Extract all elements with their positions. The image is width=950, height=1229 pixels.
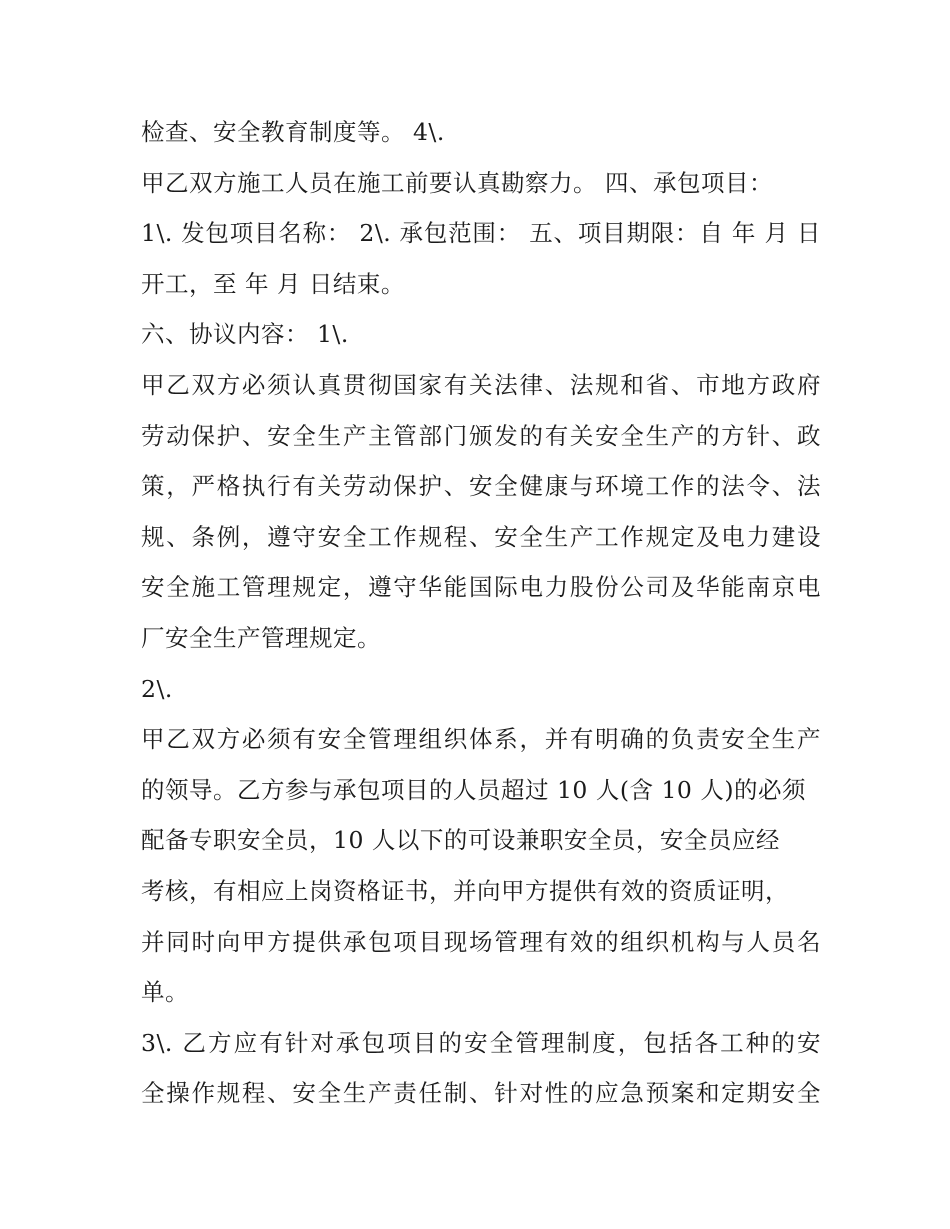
text-line: 规、条例，遵守安全工作规程、安全生产工作规定及电力建设 bbox=[141, 522, 821, 551]
text-line: 3\. 乙方应有针对承包项目的安全管理制度，包括各工种的安 bbox=[141, 1028, 821, 1057]
text-line: 1\. 发包项目名称： 2\. 承包范围： 五、项目期限：自 年 月 日 bbox=[141, 219, 821, 248]
text-line: 甲乙双方必须有安全管理组织体系，并有明确的负责安全生产 bbox=[141, 725, 821, 754]
text-line: 策，严格执行有关劳动保护、安全健康与环境工作的法令、法 bbox=[141, 472, 821, 501]
text-line: 检查、安全教育制度等。 4\. bbox=[141, 118, 445, 146]
text-line: 甲乙双方施工人员在施工前要认真勘察力。 四、承包项目： bbox=[141, 168, 773, 197]
text-line: 单。 bbox=[141, 978, 189, 1007]
text-line: 开工，至 年 月 日结束。 bbox=[141, 269, 405, 298]
text-line: 并同时向甲方提供承包项目现场管理有效的组织机构与人员名 bbox=[141, 927, 821, 956]
text-line: 考核，有相应上岗资格证书，并向甲方提供有效的资质证明， bbox=[141, 876, 789, 905]
text-line: 厂安全生产管理规定。 bbox=[141, 623, 381, 652]
text-line: 2\. bbox=[141, 674, 173, 703]
text-line: 安全施工管理规定，遵守华能国际电力股份公司及华能南京电 bbox=[141, 573, 821, 602]
text-line: 甲乙双方必须认真贯彻国家有关法律、法规和省、市地方政府 bbox=[141, 370, 821, 399]
text-line: 六、协议内容： 1\. bbox=[141, 320, 349, 349]
text-line: 全操作规程、安全生产责任制、针对性的应急预案和定期安全 bbox=[141, 1079, 821, 1108]
text-line: 的领导。乙方参与承包项目的人员超过 10 人(含 10 人)的必须 bbox=[141, 775, 807, 804]
text-line: 劳动保护、安全生产主管部门颁发的有关安全生产的方针、政 bbox=[141, 421, 821, 450]
text-line: 配备专职安全员，10 人以下的可设兼职安全员，安全员应经 bbox=[141, 826, 780, 855]
document-body bbox=[141, 107, 821, 1119]
